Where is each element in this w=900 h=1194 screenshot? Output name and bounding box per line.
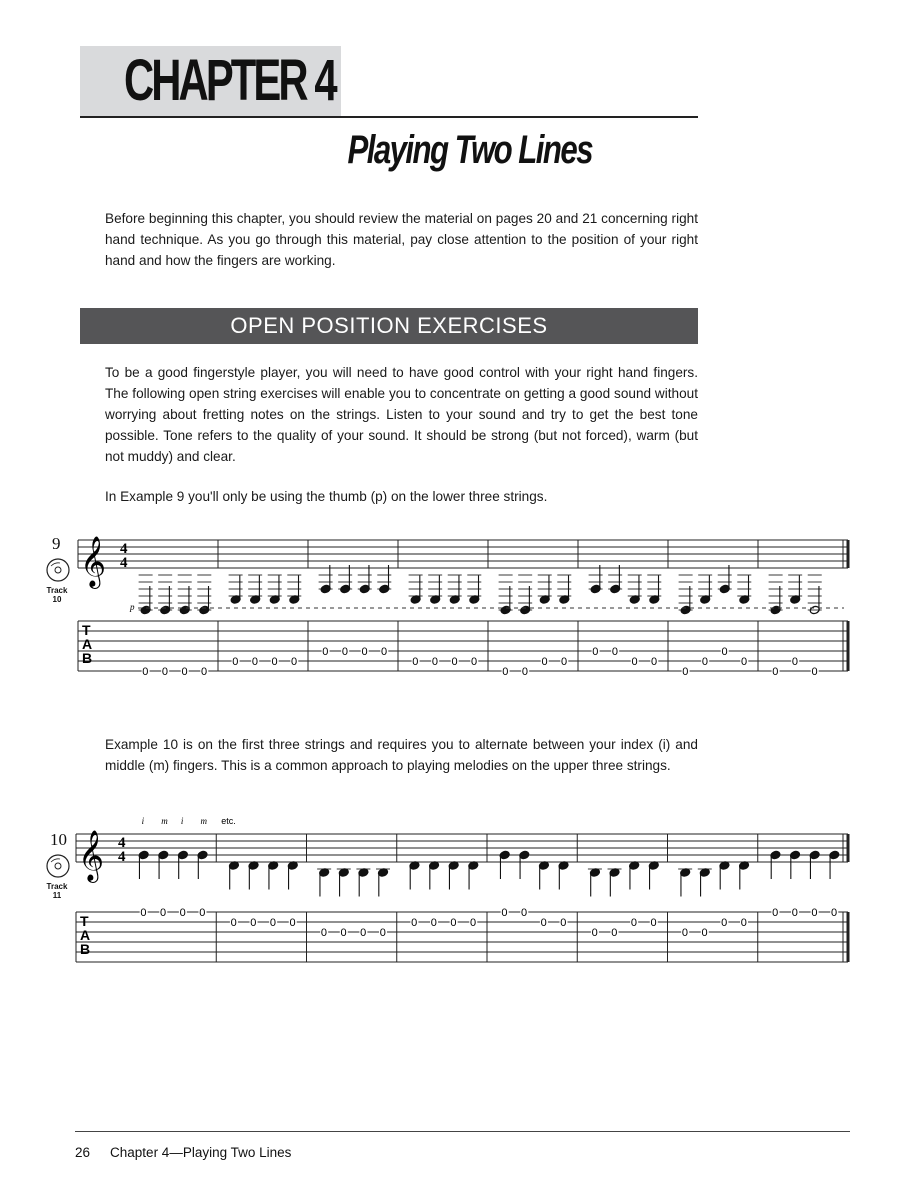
time-signature-bottom: 4 [118,849,126,865]
body-paragraph: To be a good fingerstyle player, you will need to have good control with your right hand fingers. The following open string exercises will enable you to concentrate on getting a good sound without worrying about fretting notes on the strings. Listen to your sound and try to get the best tone possible. Tone refers to the quality of your sound. It should be strong (but not forced), warm (but not muddy) and clear. [105,365,698,464]
section-banner [80,308,698,344]
tab-fret-number: 0 [541,656,548,668]
fingering-mark: i [180,816,184,826]
tab-fret-number: 0 [682,666,689,678]
tab-fret-number: 0 [230,917,237,929]
tab-fret-number: 0 [741,656,748,668]
tab-fret-number: 0 [701,656,708,668]
page-number: 26 [75,1145,91,1160]
tab-fret-number: 0 [381,646,388,658]
tab-fret-number: 0 [560,917,567,929]
tab-fret-number: 0 [502,666,509,678]
tab-fret-number: 0 [611,927,618,939]
tab-fret-number: 0 [361,646,368,658]
tab-letter: B [80,941,91,957]
tab-fret-number: 0 [199,907,206,919]
tab-fret-number: 0 [740,917,747,929]
footer-divider [75,1131,850,1132]
tab-fret-number: 0 [592,646,599,658]
tab-fret-number: 0 [791,907,798,919]
treble-clef: 𝄞 [78,830,105,881]
tab-fret-number: 0 [772,907,779,919]
tab-fret-number: 0 [501,907,508,919]
tab-fret-number: 0 [791,656,798,668]
page-footer [75,1145,291,1160]
tab-fret-number: 0 [320,927,327,939]
chapter-title [0,128,900,173]
time-signature-bottom: 4 [120,555,128,571]
track-number: 10 [52,595,62,604]
tab-fret-number: 0 [140,907,147,919]
time-signature-top: 4 [118,835,126,851]
tab-fret-number: 0 [681,927,688,939]
tab-fret-number: 0 [520,907,528,919]
tab-fret-number: 0 [830,907,838,919]
tab-fret-number: 0 [450,917,457,929]
track-word: Track [46,882,68,891]
tab-fret-number: 0 [289,917,296,929]
tab-fret-number: 0 [159,907,167,919]
tab-fret-number: 0 [811,907,818,919]
tab-fret-number: 0 [561,656,568,668]
etc-mark: etc. [221,816,236,826]
tab-letter: A [82,636,93,652]
tab-fret-number: 0 [161,666,168,678]
example-10-number: 10 [50,830,67,849]
example-10-system [40,812,860,968]
fingering-mark: i [141,816,145,826]
tab-letter: T [82,622,91,638]
tab-fret-number: 0 [721,917,728,929]
example-9-notation [40,528,860,678]
tab-fret-number: 0 [271,656,278,668]
tab-fret-number: 0 [431,656,438,668]
tab-fret-number: 0 [631,656,638,668]
fingering-mark: m [200,816,208,826]
tab-fret-number: 0 [651,656,658,668]
tab-fret-number: 0 [250,917,257,929]
tab-fret-number: 0 [412,656,419,668]
tab-fret-number: 0 [630,917,637,929]
tab-fret-number: 0 [430,917,437,929]
tab-fret-number: 0 [379,927,386,939]
section-heading: OPEN POSITION EXERCISES [230,313,548,338]
chapter-divider [80,116,698,118]
tab-fret-number: 0 [811,666,818,678]
ex9-intro: In Example 9 you'll only be using the thumb (p) on the lower three strings. [105,489,548,504]
tab-fret-number: 0 [181,666,188,678]
tab-fret-number: 0 [142,666,149,678]
ex10-intro: Example 10 is on the first three strings and requires you to alternate between your index (i) and middle (m) fingers. This is a common approach to playing melodies on the upper three strings. [105,737,698,773]
tab-fret-number: 0 [411,917,418,929]
chapter-label: CHAPTER 4 [124,48,335,113]
chapter-title-text: Playing Two Lines [347,128,593,172]
thumb-finger-mark: p [130,602,135,612]
tab-fret-number: 0 [611,646,618,658]
tab-fret-number: 0 [179,907,186,919]
tab-fret-number: 0 [469,917,477,929]
track-word: Track [46,586,68,595]
tab-fret-number: 0 [471,656,478,668]
example-10-notation [40,812,860,968]
example-9-system [40,528,860,678]
tab-fret-number: 0 [360,927,367,939]
tab-fret-number: 0 [701,927,708,939]
tab-fret-number: 0 [451,656,458,668]
tab-fret-number: 0 [232,656,239,668]
tab-fret-number: 0 [340,927,347,939]
tab-fret-number: 0 [772,666,779,678]
tab-fret-number: 0 [591,927,598,939]
tab-fret-number: 0 [341,646,348,658]
tab-fret-number: 0 [291,656,298,668]
tab-fret-number: 0 [721,646,728,658]
time-signature-top: 4 [120,541,128,557]
fingering-mark: m [161,816,168,826]
example-9-number: 9 [52,534,61,553]
tab-fret-number: 0 [201,666,208,678]
tab-fret-number: 0 [650,917,657,929]
tab-letter: T [80,913,89,929]
tab-fret-number: 0 [269,917,276,929]
tab-letter: B [82,650,93,666]
footer-title: Chapter 4—Playing Two Lines [110,1145,292,1160]
track-number: 11 [52,891,62,900]
tab-letter: A [80,927,91,943]
tab-fret-number: 0 [540,917,547,929]
tab-fret-number: 0 [521,666,528,678]
treble-clef: 𝄞 [80,536,107,587]
intro-paragraph: Before beginning this chapter, you should review the material on pages 20 and 21 concerning right hand technique. As you go through this material, pay close attention to the position of your right hand and how the fingers are working. [105,211,698,268]
tab-fret-number: 0 [251,656,258,668]
tab-fret-number: 0 [322,646,329,658]
